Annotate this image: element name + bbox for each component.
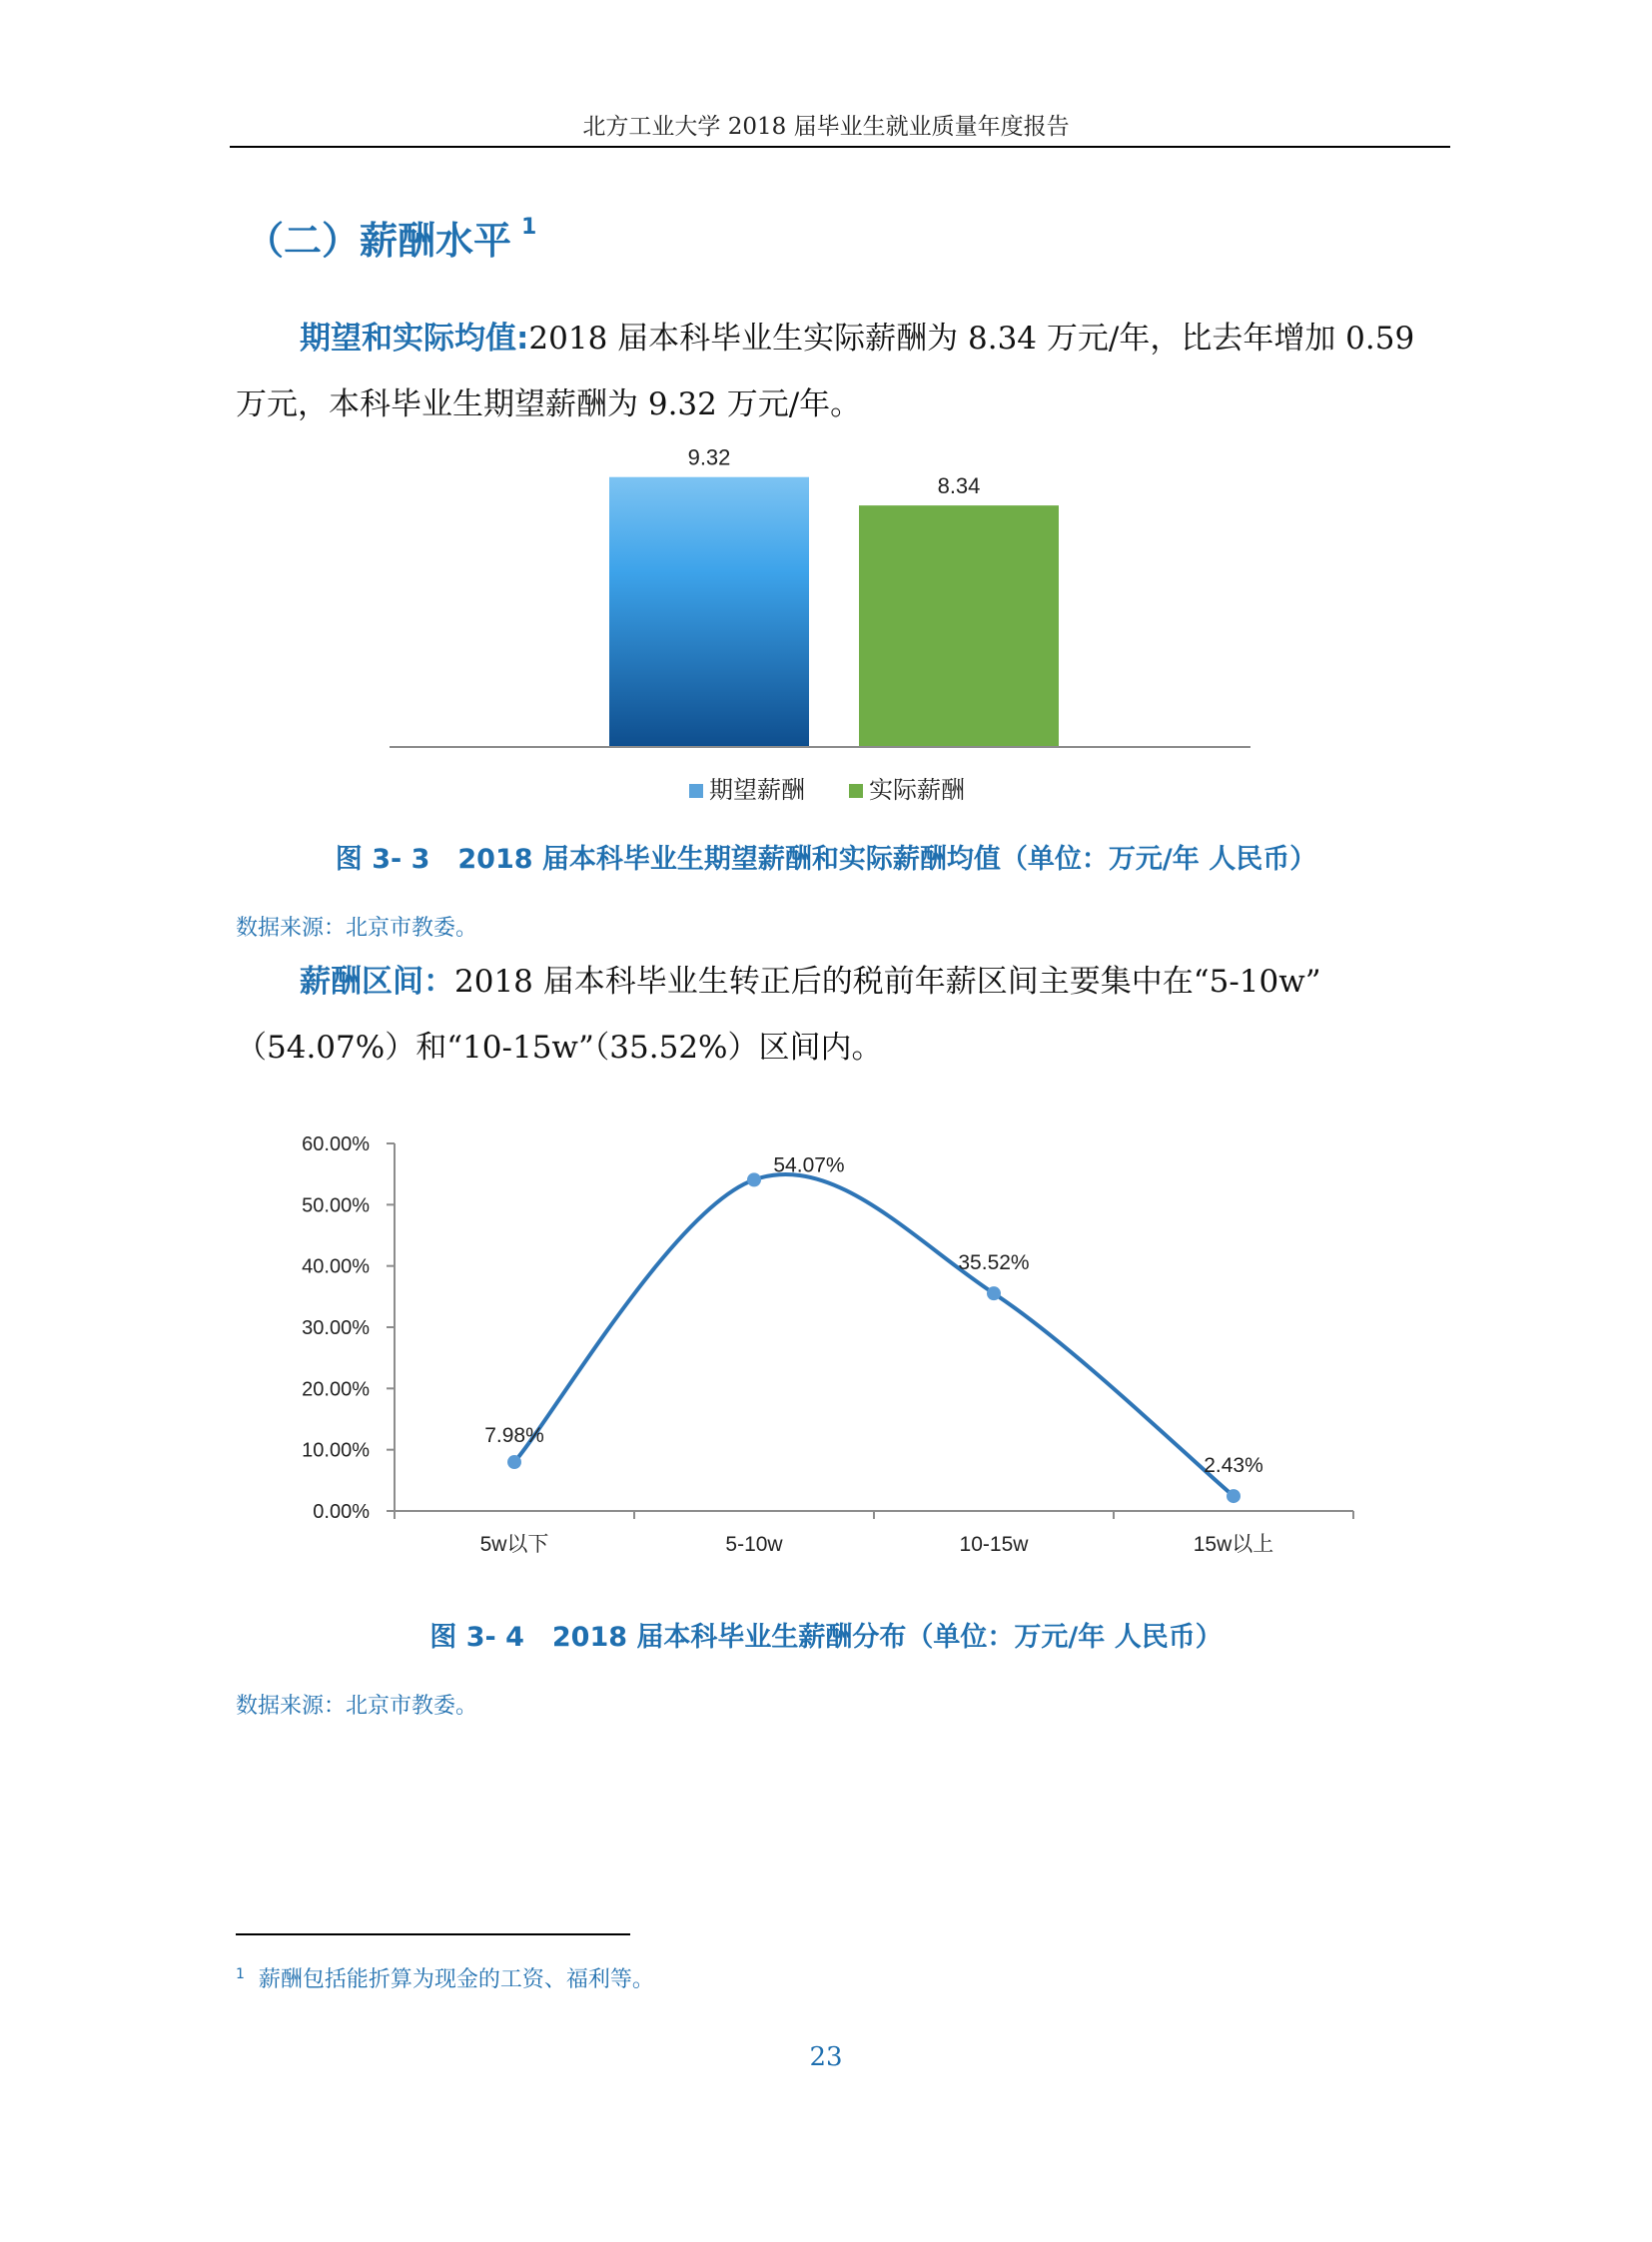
bar-2 — [859, 505, 1059, 747]
header-rule — [230, 146, 1450, 148]
legend-swatch — [849, 784, 863, 798]
y-tick-label: 50.00% — [302, 1194, 370, 1217]
paragraph-line: 万元，本科毕业生期望薪酬为 9.32 万元/年。 — [236, 386, 862, 422]
y-tick-label: 0.00% — [313, 1501, 370, 1523]
paragraph-line: （54.07%）和“10-15w”（35.52%）区间内。 — [236, 1030, 883, 1066]
data-point — [507, 1455, 521, 1469]
data-label: 35.52% — [958, 1251, 1030, 1275]
data-label: 7.98% — [484, 1424, 544, 1448]
x-tick-label: 10-15w — [959, 1533, 1029, 1556]
paragraph-salary-range — [236, 949, 1424, 1081]
bar-1 — [609, 477, 809, 747]
x-tick-label: 15w以上 — [1193, 1533, 1274, 1556]
data-source-2: 数据来源：北京市教委。 — [236, 1694, 478, 1719]
paragraph-line: 2018 届本科毕业生转正后的税前年薪区间主要集中在“5-10w” — [454, 964, 1321, 1000]
running-header: 北方工业大学 2018 届毕业生就业质量年度报告 — [582, 114, 1070, 140]
paragraph-lead: 期望和实际均值: — [300, 321, 529, 357]
legend-label: 实际薪酬 — [869, 777, 965, 804]
section-title — [246, 210, 536, 265]
paragraph-line: 2018 届本科毕业生实际薪酬为 8.34 万元/年，比去年增加 0.59 — [528, 321, 1415, 357]
figure-caption-1 — [0, 837, 1652, 876]
caption-text: 2018 届本科毕业生期望薪酬和实际薪酬均值（单位：万元/年 人民币） — [457, 844, 1317, 875]
footnote — [236, 1962, 654, 1993]
caption-number: 图 3- 3 — [335, 844, 430, 875]
bar-value-label: 9.32 — [687, 444, 731, 470]
y-tick-label: 20.00% — [302, 1378, 370, 1401]
caption-number: 图 3- 4 — [429, 1622, 524, 1653]
data-point — [1227, 1489, 1240, 1503]
footnote-rule — [236, 1933, 630, 1935]
y-tick-label: 10.00% — [302, 1439, 370, 1462]
page-number: 23 — [809, 2042, 843, 2072]
caption-text: 2018 届本科毕业生薪酬分布（单位：万元/年 人民币） — [551, 1622, 1223, 1653]
series-line — [514, 1174, 1234, 1496]
x-tick-label: 5w以下 — [479, 1533, 549, 1556]
legend-swatch — [689, 784, 703, 798]
bar-chart — [380, 439, 1258, 809]
paragraph-salary-mean — [236, 306, 1424, 437]
x-tick-label: 5-10w — [725, 1533, 783, 1556]
line-chart — [280, 1119, 1368, 1578]
y-tick-label: 60.00% — [302, 1133, 370, 1155]
y-tick-label: 30.00% — [302, 1317, 370, 1339]
y-tick-label: 40.00% — [302, 1255, 370, 1278]
section-title-text: （二）薪酬水平 — [246, 219, 512, 263]
bar-value-label: 8.34 — [937, 473, 981, 499]
footnote-text: 薪酬包括能折算为现金的工资、福利等。 — [258, 1967, 654, 1992]
data-point — [747, 1172, 761, 1186]
paragraph-lead: 薪酬区间： — [300, 964, 454, 1000]
footnote-number: 1 — [236, 1965, 245, 1982]
figure-caption-2 — [0, 1615, 1652, 1654]
data-label: 2.43% — [1204, 1454, 1263, 1478]
data-label: 54.07% — [773, 1153, 845, 1177]
data-source-1: 数据来源：北京市教委。 — [236, 916, 478, 941]
data-point — [987, 1286, 1001, 1300]
legend-label: 期望薪酬 — [709, 777, 805, 804]
footnote-ref[interactable]: 1 — [521, 215, 537, 241]
